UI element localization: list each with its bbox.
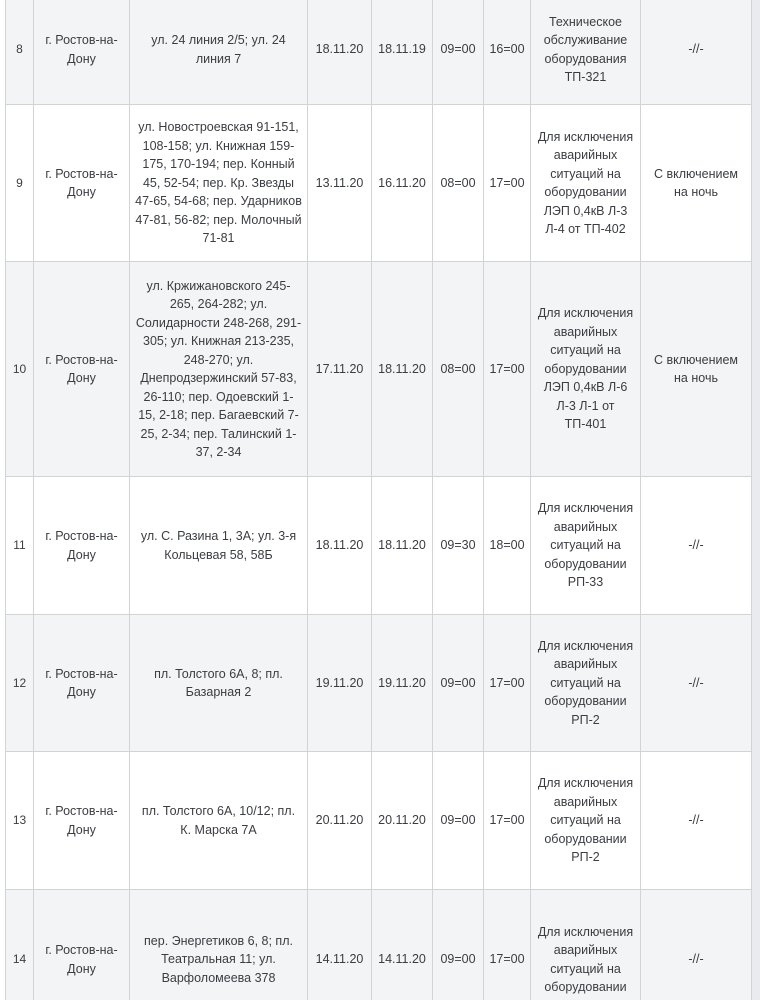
reason-cell: Для исключения аварийных ситуаций на оборудовании РП-33: [531, 477, 641, 615]
end-time-cell: 17=00: [484, 615, 531, 752]
end-time-cell: 16=00: [484, 0, 531, 105]
city-cell: г. Ростов-на-Дону: [34, 262, 130, 477]
row-number: 9: [6, 105, 34, 262]
address-cell: ул. 24 линия 2/5; ул. 24 линия 7: [130, 0, 308, 105]
start-time-cell: 09=30: [433, 477, 484, 615]
start-time-cell: 09=00: [433, 752, 484, 890]
start-date-cell: 17.11.20: [308, 262, 372, 477]
note-cell: -//-: [641, 615, 752, 752]
end-time-cell: 17=00: [484, 262, 531, 477]
address-cell: пер. Энергетиков 6, 8; пл. Театральная 11; ул. Варфоломеева 378: [130, 890, 308, 1000]
table-row: [6, 890, 752, 1000]
table-row: [6, 477, 752, 615]
end-time-cell: 17=00: [484, 890, 531, 1000]
end-date-cell: 20.11.20: [372, 752, 433, 890]
start-date-cell: 13.11.20: [308, 105, 372, 262]
end-date-cell: 16.11.20: [372, 105, 433, 262]
city-cell: г. Ростов-на-Дону: [34, 0, 130, 105]
start-time-cell: 09=00: [433, 890, 484, 1000]
start-time-cell: 09=00: [433, 0, 484, 105]
reason-cell: Для исключения аварийных ситуаций на оборудовании ЛЭП 0,4кВ Л-3 Л-4 от ТП-402: [531, 105, 641, 262]
end-time-cell: 17=00: [484, 752, 531, 890]
row-number: 12: [6, 615, 34, 752]
end-date-cell: 18.11.19: [372, 0, 433, 105]
start-date-cell: 18.11.20: [308, 477, 372, 615]
scrollbar-track[interactable]: [751, 0, 760, 1000]
note-cell: -//-: [641, 752, 752, 890]
outage-schedule-table: [5, 0, 752, 1000]
reason-cell: Техническое обслуживание оборудования ТП-321: [531, 0, 641, 105]
start-date-cell: 19.11.20: [308, 615, 372, 752]
reason-cell: Для исключения аварийных ситуаций на оборудовании РП-2: [531, 615, 641, 752]
end-time-cell: 17=00: [484, 105, 531, 262]
row-number: 13: [6, 752, 34, 890]
table-row: [6, 0, 752, 105]
city-cell: г. Ростов-на-Дону: [34, 105, 130, 262]
row-number: 8: [6, 0, 34, 105]
end-time-cell: 18=00: [484, 477, 531, 615]
note-cell: -//-: [641, 477, 752, 615]
start-date-cell: 20.11.20: [308, 752, 372, 890]
row-number: 11: [6, 477, 34, 615]
city-cell: г. Ростов-на-Дону: [34, 615, 130, 752]
start-date-cell: 18.11.20: [308, 0, 372, 105]
row-number: 14: [6, 890, 34, 1000]
start-time-cell: 08=00: [433, 262, 484, 477]
note-cell: -//-: [641, 0, 752, 105]
address-cell: ул. Новостроевская 91-151, 108-158; ул. Книжная 159-175, 170-194; пер. Конный 45, 52-54; пер. Кр. Звезды 47-65, 54-68; пер. Ударников 47-81, 56-82; пер. Молочный 71-81: [130, 105, 308, 262]
end-date-cell: 19.11.20: [372, 615, 433, 752]
note-cell: С включением на ночь: [641, 262, 752, 477]
address-cell: ул. Кржижановского 245-265, 264-282; ул. Солидарности 248-268, 291-305; ул. Книжная 213-235, 248-270; ул. Днепродзержинский 57-83, 26-110; пер. Одоевский 1-15, 2-18; пер. Багаевский 7-25, 2-34; пер. Талинский 1-37, 2-34: [130, 262, 308, 477]
table-row: [6, 615, 752, 752]
end-date-cell: 18.11.20: [372, 477, 433, 615]
city-cell: г. Ростов-на-Дону: [34, 890, 130, 1000]
end-date-cell: 18.11.20: [372, 262, 433, 477]
address-cell: ул. С. Разина 1, 3А; ул. 3-я Кольцевая 58, 58Б: [130, 477, 308, 615]
table-row: [6, 262, 752, 477]
start-time-cell: 08=00: [433, 105, 484, 262]
reason-cell: Для исключения аварийных ситуаций на оборудовании РП-2: [531, 752, 641, 890]
reason-cell: Для исключения аварийных ситуаций на оборудовании ЛЭП 0,4кВ Л-6 Л-3 Л-1 от ТП-401: [531, 262, 641, 477]
note-cell: С включением на ночь: [641, 105, 752, 262]
city-cell: г. Ростов-на-Дону: [34, 752, 130, 890]
table-row: [6, 752, 752, 890]
note-cell: -//-: [641, 890, 752, 1000]
end-date-cell: 14.11.20: [372, 890, 433, 1000]
reason-cell: Для исключения аварийных ситуаций на оборудовании: [531, 890, 641, 1000]
city-cell: г. Ростов-на-Дону: [34, 477, 130, 615]
start-date-cell: 14.11.20: [308, 890, 372, 1000]
address-cell: пл. Толстого 6А, 8; пл. Базарная 2: [130, 615, 308, 752]
address-cell: пл. Толстого 6А, 10/12; пл. К. Марска 7А: [130, 752, 308, 890]
row-number: 10: [6, 262, 34, 477]
table-row: [6, 105, 752, 262]
start-time-cell: 09=00: [433, 615, 484, 752]
